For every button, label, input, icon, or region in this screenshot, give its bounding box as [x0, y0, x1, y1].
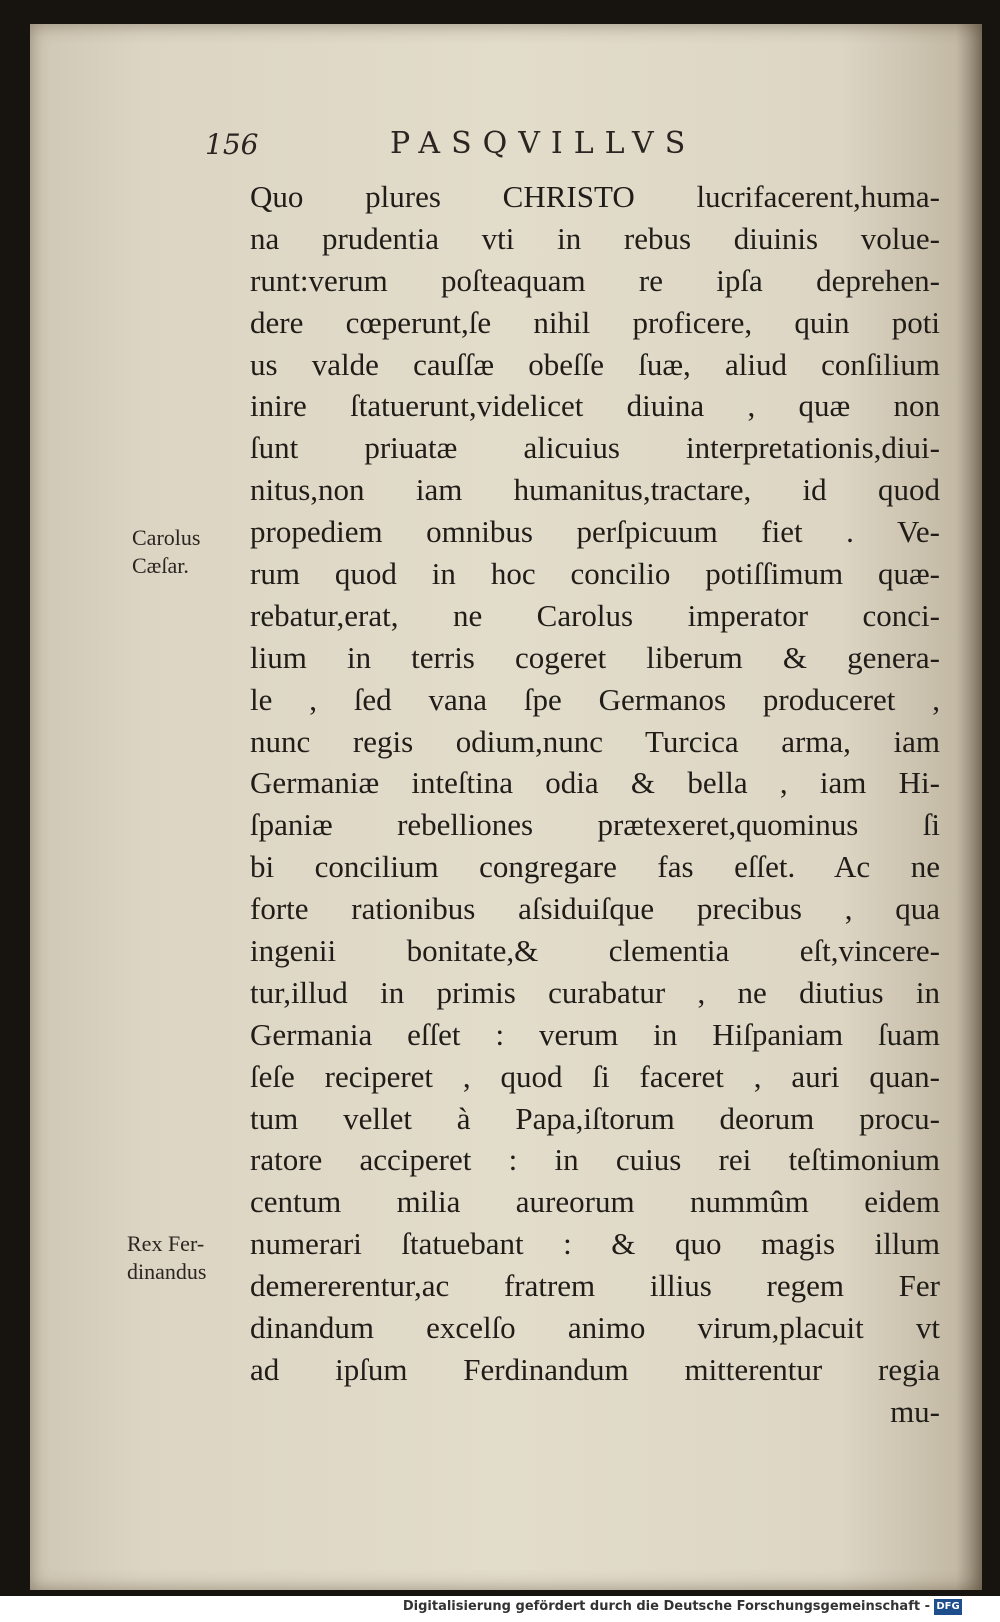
text-line: dere cœperunt,ſe nihil proficere, quin poti — [250, 304, 940, 340]
marginal-note-line: dinandus — [127, 1259, 207, 1284]
text-line: inire ſtatuerunt,videlicet diuina , quæ non — [250, 388, 940, 424]
text-line: numerari ſtatuebant : & quo magis illum — [250, 1226, 940, 1262]
footer-bar — [0, 1596, 1000, 1622]
text-line: ratore acciperet : in cuius rei teſtimonium — [250, 1142, 940, 1178]
text-line: centum milia aureorum nummûm eidem — [250, 1184, 940, 1220]
text-line: ſeſe reciperet , quod ſi faceret , auri quan- — [250, 1058, 940, 1094]
body-text — [250, 176, 940, 1433]
text-line: lium in terris cogeret liberum & genera- — [250, 639, 940, 675]
marginal-note-line: Carolus — [132, 525, 201, 550]
marginal-note-carolus — [132, 524, 200, 580]
dfg-logo: DFG — [934, 1599, 962, 1615]
text-line: runt:verum poſteaquam re ipſa deprehen- — [250, 262, 940, 298]
text-line: propediem omnibus perſpicuum fiet . Ve- — [250, 514, 940, 550]
text-line: bi concilium congregare fas eſſet. Ac ne — [250, 849, 940, 885]
text-line: ad ipſum Ferdinandum mitterentur regia — [250, 1351, 940, 1387]
page-number: 156 — [205, 128, 259, 161]
book-page — [30, 24, 982, 1590]
marginal-note-line: Cæſar. — [132, 553, 189, 578]
text-line: rum quod in hoc concilio potiſſimum quæ- — [250, 556, 940, 592]
marginal-note-ferdinandus — [127, 1230, 206, 1286]
text-line: ſpaniæ rebelliones prætexeret,quominus ſi — [250, 807, 940, 843]
text-line: rebatur,erat, ne Carolus imperator conci- — [250, 597, 940, 633]
catchword: mu- — [890, 1393, 940, 1429]
text-line: forte rationibus aſsiduiſque precibus , qua — [250, 891, 940, 927]
marginal-note-line: Rex Fer- — [127, 1231, 205, 1256]
text-line: us valde cauſſæ obeſſe ſuæ, aliud conſilium — [250, 346, 940, 382]
text-line: tur,illud in primis curabatur , ne diutius in — [250, 974, 940, 1010]
text-line: nunc regis odium,nunc Turcica arma, iam — [250, 723, 940, 759]
text-line: ſunt priuatæ alicuius interpretationis,diui- — [250, 430, 940, 466]
text-line: demererentur,ac fratrem illius regem Fer — [250, 1268, 940, 1304]
text-line: Germania eſſet : verum in Hiſpaniam ſuam — [250, 1016, 940, 1052]
text-line: ingenii bonitate,& clementia eſt,vincere- — [250, 933, 940, 969]
text-line: Quo plures CHRISTO lucrifacerent,huma- — [250, 179, 940, 214]
text-line: tum vellet à Papa,iſtorum deorum procu- — [250, 1100, 940, 1136]
text-line: le , ſed vana ſpe Germanos produceret , — [250, 681, 940, 717]
running-head: PASQVILLVS — [390, 126, 697, 161]
text-line: Germaniæ inteſtina odia & bella , iam Hi- — [250, 765, 940, 801]
text-line: na prudentia vti in rebus diuinis volue- — [250, 220, 940, 256]
text-line: dinandum excelſo animo virum,placuit vt — [250, 1310, 940, 1346]
text-line: nitus,non iam humanitus,tractare, id quod — [250, 472, 940, 508]
footer-credit: Digitalisierung gefördert durch die Deutsche Forschungsgemeinschaft - — [402, 1599, 930, 1614]
